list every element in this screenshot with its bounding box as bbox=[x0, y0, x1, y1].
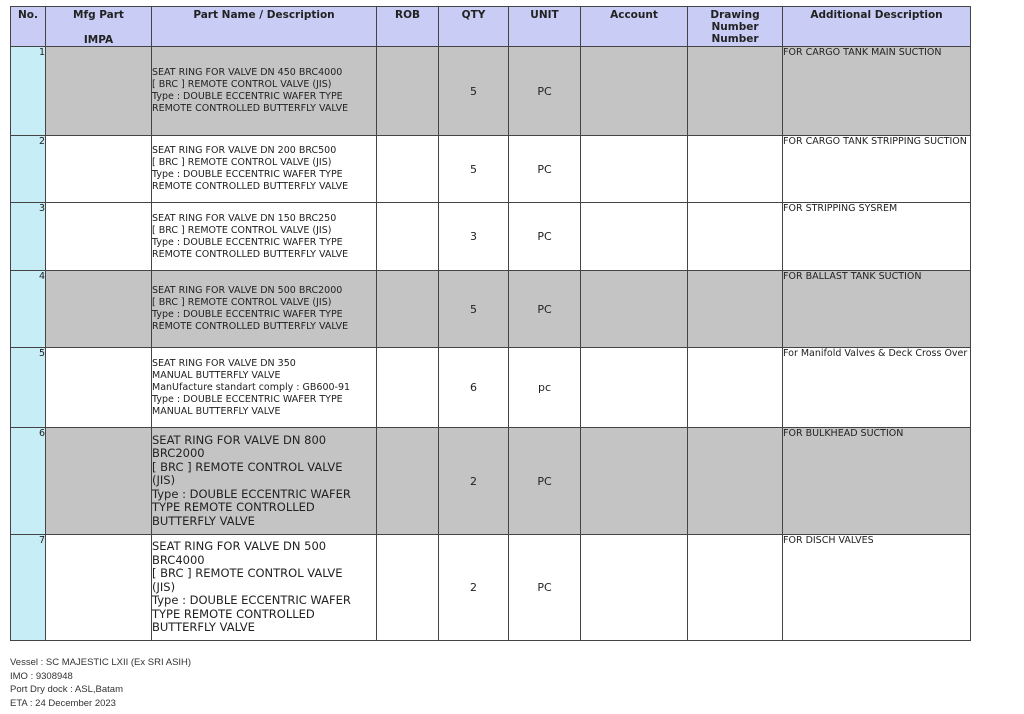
table-row bbox=[11, 203, 971, 271]
drawing-number-cell bbox=[688, 47, 783, 136]
account-cell bbox=[581, 348, 688, 428]
rob-cell bbox=[377, 271, 439, 348]
port-dry-dock: Port Dry dock : ASL,Batam bbox=[10, 684, 123, 695]
part-description: SEAT RING FOR VALVE DN 350 MANUAL BUTTERFLY VALVE ManUfacture standart comply : GB600-91 Type : DOUBLE ECCENTRIC WAFER TYPE MANUAL BUTTERFLY VALVE bbox=[152, 348, 377, 428]
rob-cell bbox=[377, 428, 439, 535]
table-row bbox=[11, 136, 971, 203]
mfg-part-cell bbox=[46, 136, 152, 203]
rob-cell bbox=[377, 203, 439, 271]
qty-cell: 2 bbox=[439, 428, 509, 535]
row-number: 7 bbox=[11, 535, 46, 641]
table-row bbox=[11, 47, 971, 136]
additional-description: FOR CARGO TANK STRIPPING SUCTION bbox=[783, 136, 971, 203]
unit-cell: PC bbox=[509, 428, 581, 535]
qty-cell: 2 bbox=[439, 535, 509, 641]
rob-cell bbox=[377, 348, 439, 428]
additional-description: For Manifold Valves & Deck Cross Over bbox=[783, 348, 971, 428]
part-description: SEAT RING FOR VALVE DN 500 BRC2000 [ BRC ] REMOTE CONTROL VALVE (JIS) Type : DOUBLE ECCENTRIC WAFER TYPE REMOTE CONTROLLED BUTTERFLY VALVE bbox=[152, 271, 377, 348]
rob-cell bbox=[377, 535, 439, 641]
mfg-part-cell bbox=[46, 203, 152, 271]
rob-cell bbox=[377, 47, 439, 136]
row-number: 1 bbox=[11, 47, 46, 136]
vessel-name: Vessel : SC MAJESTIC LXII (Ex SRI ASIH) bbox=[10, 657, 192, 668]
drawing-number-cell bbox=[688, 203, 783, 271]
part-description: SEAT RING FOR VALVE DN 200 BRC500 [ BRC ] REMOTE CONTROL VALVE (JIS) Type : DOUBLE ECCENTRIC WAFER TYPE REMOTE CONTROLLED BUTTERFLY VALVE bbox=[152, 136, 377, 203]
part-description: SEAT RING FOR VALVE DN 450 BRC4000 [ BRC ] REMOTE CONTROL VALVE (JIS) Type : DOUBLE ECCENTRIC WAFER TYPE REMOTE CONTROLLED BUTTERFLY VALVE bbox=[152, 47, 377, 136]
account-cell bbox=[581, 47, 688, 136]
drawing-number-cell bbox=[688, 535, 783, 641]
mfg-part-cell bbox=[46, 535, 152, 641]
header-part-name: Part Name / Description bbox=[152, 7, 377, 47]
drawing-number-cell bbox=[688, 348, 783, 428]
account-cell bbox=[581, 136, 688, 203]
row-number: 4 bbox=[11, 271, 46, 348]
mfg-part-cell bbox=[46, 271, 152, 348]
header-mfg-part bbox=[46, 7, 152, 47]
drawing-number-cell bbox=[688, 271, 783, 348]
header-drawing-number: Drawing Number Number bbox=[688, 7, 783, 47]
header-mfg-part-label: Mfg Part bbox=[73, 9, 124, 21]
account-cell bbox=[581, 271, 688, 348]
drawing-number-cell bbox=[688, 428, 783, 535]
qty-cell: 5 bbox=[439, 47, 509, 136]
part-description: SEAT RING FOR VALVE DN 500 BRC4000 [ BRC ] REMOTE CONTROL VALVE (JIS) Type : DOUBLE ECCENTRIC WAFER TYPE REMOTE CONTROLLED BUTTERFLY VALVE bbox=[152, 535, 377, 641]
qty-cell: 5 bbox=[439, 136, 509, 203]
header-account: Account bbox=[581, 7, 688, 47]
account-cell bbox=[581, 535, 688, 641]
qty-cell: 3 bbox=[439, 203, 509, 271]
row-number: 3 bbox=[11, 203, 46, 271]
account-cell bbox=[581, 428, 688, 535]
additional-description: FOR CARGO TANK MAIN SUCTION bbox=[783, 47, 971, 136]
row-number: 6 bbox=[11, 428, 46, 535]
additional-description: FOR BULKHEAD SUCTION bbox=[783, 428, 971, 535]
header-no: No. bbox=[11, 7, 46, 47]
table-row bbox=[11, 428, 971, 535]
unit-cell: PC bbox=[509, 136, 581, 203]
row-number: 2 bbox=[11, 136, 46, 203]
header-additional-description: Additional Description bbox=[783, 7, 971, 47]
header-unit: UNIT bbox=[509, 7, 581, 47]
eta-date: ETA : 24 December 2023 bbox=[10, 697, 116, 709]
rob-cell bbox=[377, 136, 439, 203]
unit-cell: PC bbox=[509, 47, 581, 136]
unit-cell: PC bbox=[509, 535, 581, 641]
unit-cell: pc bbox=[509, 348, 581, 428]
unit-cell: PC bbox=[509, 203, 581, 271]
account-cell bbox=[581, 203, 688, 271]
mfg-part-cell bbox=[46, 428, 152, 535]
part-description: SEAT RING FOR VALVE DN 800 BRC2000 [ BRC ] REMOTE CONTROL VALVE (JIS) Type : DOUBLE ECCENTRIC WAFER TYPE REMOTE CONTROLLED BUTTERFLY VALVE bbox=[152, 428, 377, 535]
requisition-table-container bbox=[10, 6, 970, 641]
additional-description: FOR STRIPPING SYSREM bbox=[783, 203, 971, 271]
mfg-part-cell bbox=[46, 47, 152, 136]
requisition-table bbox=[10, 6, 971, 641]
part-description: SEAT RING FOR VALVE DN 150 BRC250 [ BRC ] REMOTE CONTROL VALVE (JIS) Type : DOUBLE ECCENTRIC WAFER TYPE REMOTE CONTROLLED BUTTERFLY VALVE bbox=[152, 203, 377, 271]
table-row bbox=[11, 535, 971, 641]
header-rob: ROB bbox=[377, 7, 439, 47]
table-row bbox=[11, 348, 971, 428]
additional-description: FOR DISCH VALVES bbox=[783, 535, 971, 641]
mfg-part-cell bbox=[46, 348, 152, 428]
vessel-info-footer bbox=[10, 656, 191, 710]
row-number: 5 bbox=[11, 348, 46, 428]
drawing-number-cell bbox=[688, 136, 783, 203]
qty-cell: 5 bbox=[439, 271, 509, 348]
header-impa-label: IMPA bbox=[83, 34, 114, 46]
table-row bbox=[11, 271, 971, 348]
header-row bbox=[11, 7, 971, 47]
header-qty: QTY bbox=[439, 7, 509, 47]
unit-cell: PC bbox=[509, 271, 581, 348]
qty-cell: 6 bbox=[439, 348, 509, 428]
imo-number: IMO : 9308948 bbox=[10, 670, 73, 682]
additional-description: FOR BALLAST TANK SUCTION bbox=[783, 271, 971, 348]
